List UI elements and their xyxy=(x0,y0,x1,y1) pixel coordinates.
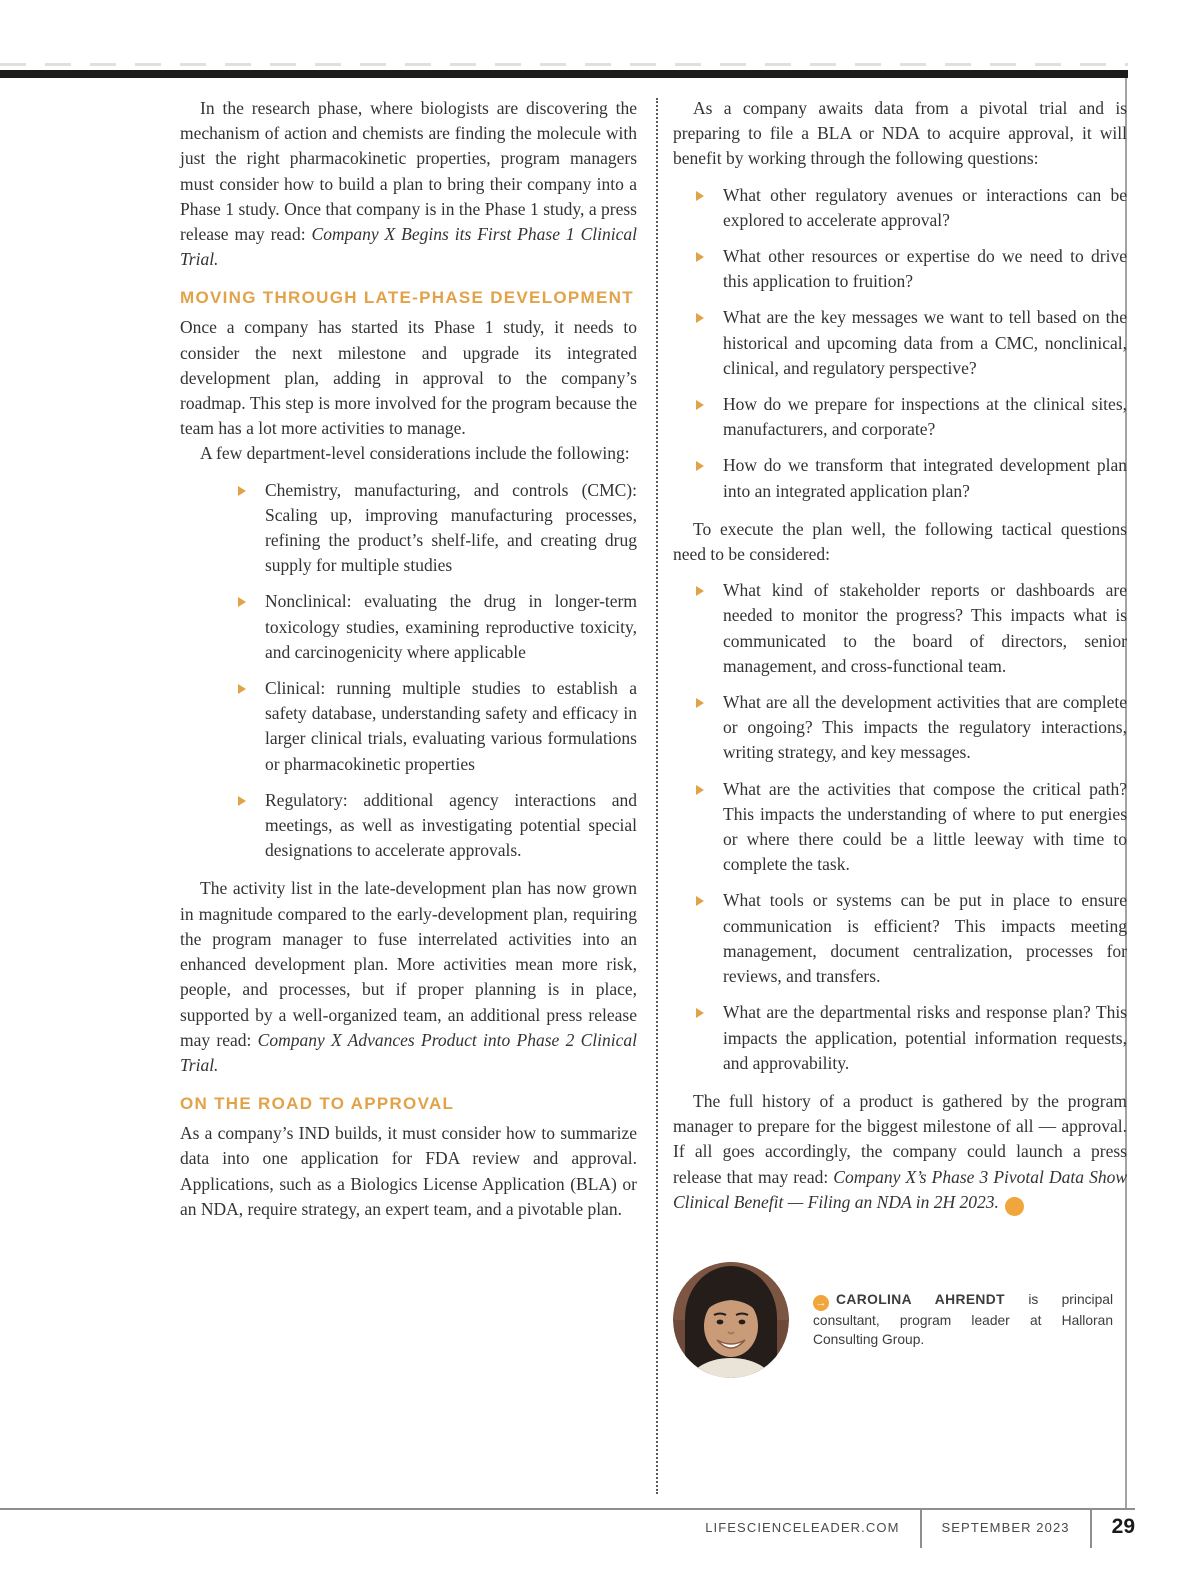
bullet-triangle-icon xyxy=(238,684,246,694)
text-run: As a company’s IND builds, it must consider how to summarize data into one application for FDA review and approval. Applications, such as a Biologics License Application (BLA) or an NDA, require strategy, an expert team, and a pivotable plan. xyxy=(180,1123,637,1219)
bullet-triangle-icon xyxy=(696,785,704,795)
text-run: The full history of a product is gathered by the program manager to prepare for the biggest milestone of all — approval. If all goes accordingly, the company could launch a press release that may read: xyxy=(673,1090,1127,1187)
text-run: Once a company has started its Phase 1 study, it needs to consider the next milestone and upgrade its integrated development plan, adding in approval to the company’s roadmap. This step is more involved for the program because the team has a lot more activities to manage. xyxy=(180,317,637,439)
paragraph xyxy=(180,876,637,1078)
text-run: How do we transform that integrated development plan into an integrated application plan? xyxy=(723,455,1127,501)
italic-text-run: Company X Advances Product into Phase 2 Clinical Trial. xyxy=(180,1029,637,1075)
bullet-item xyxy=(673,305,1127,381)
bullet-triangle-icon xyxy=(696,191,704,201)
author-photo xyxy=(673,1262,789,1378)
italic-text-run: Company X Begins its First Phase 1 Clinical Trial. xyxy=(180,224,637,270)
footer xyxy=(0,1508,1135,1548)
section-heading: MOVING THROUGH LATE-PHASE DEVELOPMENT xyxy=(180,288,634,308)
footer-page-number: 29 xyxy=(1111,1515,1135,1538)
footer-site-url: LIFESCIENCELEADER.COM xyxy=(705,1520,900,1535)
bullet-list xyxy=(673,578,1127,1076)
text-run: What other resources or expertise do we need to drive this application to fruition? xyxy=(723,246,1127,292)
text-run: Nonclinical: evaluating the drug in longer-term toxicology studies, examining reproductive toxicity, and carcinogenicity where applicable xyxy=(265,591,637,662)
bullet-item xyxy=(673,453,1127,503)
bullet-triangle-icon xyxy=(238,597,246,607)
text-run: What are the departmental risks and response plan? This impacts the application, potential information requests, and approvability. xyxy=(723,1002,1127,1073)
text-run: What tools or systems can be put in place to ensure communication is efficient? This impacts meeting management, document centralization, processes for reviews, and transfers. xyxy=(723,890,1127,987)
arrow-right-circle-icon xyxy=(813,1295,829,1311)
paragraph xyxy=(180,315,637,441)
bullet-item xyxy=(180,478,637,579)
bullet-triangle-icon xyxy=(696,896,704,906)
paragraph xyxy=(673,517,1127,567)
text-run: In the research phase, where biologists are discovering the mechanism of action and chemists are finding the molecule with just the right pharmacokinetic properties, program managers must consider how to build a plan to bring their company into a Phase 1 study. Once that company is in the Phase 1 study, a press release may read: xyxy=(180,98,637,245)
bullet-triangle-icon xyxy=(696,1008,704,1018)
bullet-item xyxy=(673,888,1127,989)
bullet-triangle-icon xyxy=(696,313,704,323)
end-of-article-icon: L xyxy=(1005,1197,1024,1216)
paragraph xyxy=(180,441,637,466)
author-name: CAROLINA AHRENDT xyxy=(836,1291,1005,1307)
footer-issue-date: SEPTEMBER 2023 xyxy=(941,1520,1070,1535)
bullet-item xyxy=(180,676,637,777)
text-run: What are the key messages we want to tell based on the historical and upcoming data from a CMC, nonclinical, clinical, and regulatory perspective? xyxy=(723,307,1127,378)
bullet-triangle-icon xyxy=(238,486,246,496)
author-bio xyxy=(673,1262,1127,1378)
bullet-item xyxy=(673,777,1127,878)
author-bio-text xyxy=(813,1290,1127,1350)
text-run: As a company awaits data from a pivotal trial and is preparing to file a BLA or NDA to acquire approval, it will benefit by working through the following questions: xyxy=(673,98,1127,169)
text-run: What kind of stakeholder reports or dashboards are needed to monitor the progress? This impacts what is communicated to the board of directors, senior management, and cross-functional team. xyxy=(723,580,1127,676)
bullet-item xyxy=(673,244,1127,294)
bullet-triangle-icon xyxy=(696,461,704,471)
top-dashed-rule xyxy=(0,63,1128,66)
italic-text-run: Company X’s Phase 3 Pivotal Data Show Clinical Benefit — Filing an NDA in 2H 2023. xyxy=(673,1166,1127,1212)
text-run: What are all the development activities that are complete or ongoing? This impacts the regulatory interactions, writing strategy, and key messages. xyxy=(723,692,1127,763)
footer-divider xyxy=(920,1510,922,1548)
text-run: What other regulatory avenues or interactions can be explored to accelerate approval? xyxy=(723,184,1127,230)
paragraph xyxy=(180,96,637,272)
bullet-triangle-icon xyxy=(696,698,704,708)
bullet-triangle-icon xyxy=(696,400,704,410)
bullet-item xyxy=(673,690,1127,766)
bullet-list xyxy=(673,183,1127,504)
bullet-triangle-icon xyxy=(238,796,246,806)
paragraph xyxy=(180,1121,637,1222)
author-bio-description: is principal consultant, program leader at Halloran Consulting Group. xyxy=(813,1291,1114,1348)
bullet-item xyxy=(673,1000,1127,1076)
bullet-triangle-icon xyxy=(696,586,704,596)
column-divider-dotted-line xyxy=(656,98,658,1494)
text-run: How do we prepare for inspections at the clinical sites, manufacturers, and corporate? xyxy=(723,394,1127,440)
bullet-item xyxy=(673,392,1127,442)
top-bar-rule xyxy=(0,70,1128,78)
bullet-item xyxy=(180,788,637,864)
text-run: What are the activities that compose the critical path? This impacts the understanding of where to put energies or where there could be a little leeway with time to complete the task. xyxy=(723,778,1127,875)
paragraph xyxy=(673,1089,1127,1216)
text-run: Clinical: running multiple studies to establish a safety database, understanding safety and efficacy in larger clinical trials, evaluating various formulations or pharmacokinetic properties xyxy=(265,678,637,774)
text-run: A few department-level considerations include the following: xyxy=(200,443,630,464)
text-run: Regulatory: additional agency interactions and meetings, as well as investigating potential special designations to accelerate approvals. xyxy=(265,789,637,861)
bullet-item xyxy=(673,183,1127,233)
footer-divider xyxy=(1090,1510,1092,1548)
bullet-triangle-icon xyxy=(696,252,704,262)
text-run: The activity list in the late-development plan has now grown in magnitude compared to the early-development plan, requiring the program manager to fuse interrelated activities into an enhanced development plan. More activities mean more risk, people, and processes, but if proper planning is in place, supported by a well-organized team, an additional press release may read: xyxy=(180,878,637,1050)
bullet-list xyxy=(180,478,637,864)
text-run: To execute the plan well, the following tactical questions need to be considered: xyxy=(673,518,1127,565)
paragraph xyxy=(673,96,1127,172)
section-heading: ON THE ROAD TO APPROVAL xyxy=(180,1094,455,1114)
bullet-item xyxy=(180,589,637,665)
article-column-left xyxy=(180,96,637,1222)
bullet-item xyxy=(673,578,1127,679)
article-column-right xyxy=(673,96,1127,1378)
text-run: Chemistry, manufacturing, and controls (CMC): Scaling up, improving manufacturing processes, refining the product’s shelf-life, and creating drug supply for multiple studies xyxy=(265,479,637,576)
